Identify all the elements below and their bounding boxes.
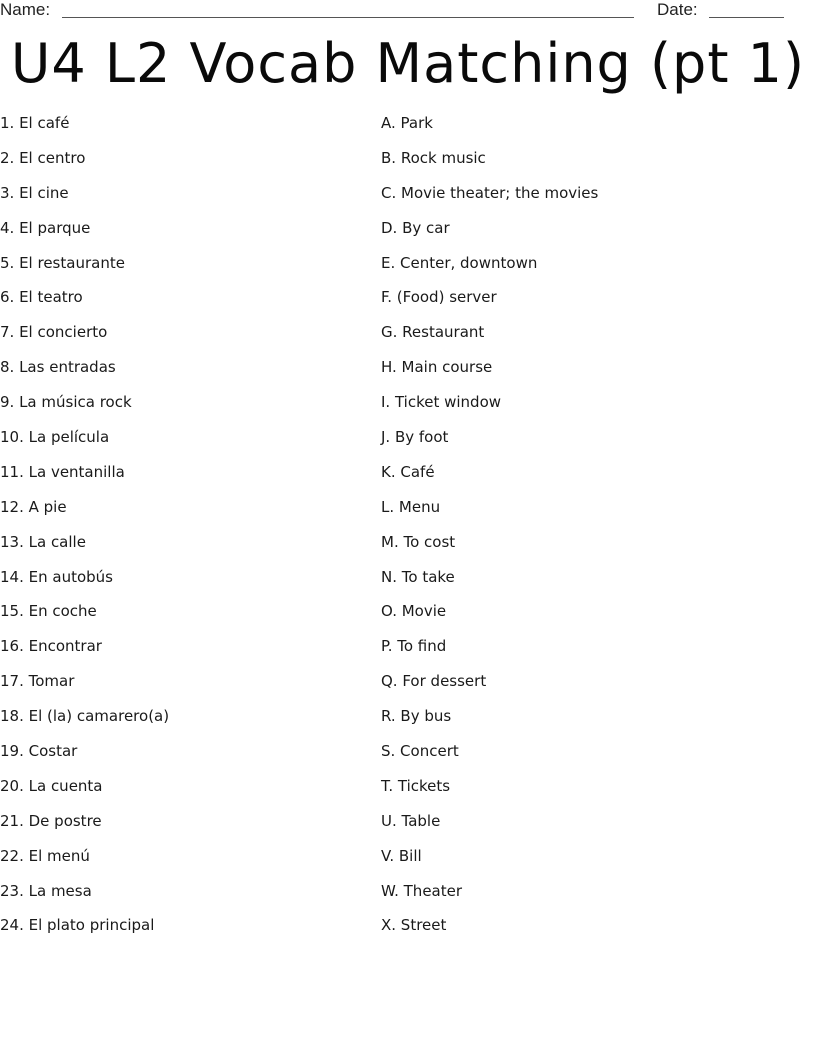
term-item: 2. El centro [0,148,86,167]
term-item: 12. A pie [0,497,67,516]
term-item: 23. La mesa [0,881,92,900]
definition-item: H. Main course [381,358,493,377]
term-item: 19. Costar [0,742,78,761]
term-item: 3. El cine [0,183,69,202]
definition-item: U. Table [381,811,441,830]
term-item: 16. Encontrar [0,637,102,656]
definition-item: G. Restaurant [381,323,485,342]
definition-item: I. Ticket window [381,393,502,412]
definition-item: P. To find [381,637,447,656]
definition-item: X. Street [381,916,447,935]
page-title: U4 L2 Vocab Matching (pt 1) [10,32,806,95]
definition-item: O. Movie [381,602,447,621]
definition-item: J. By foot [381,428,449,447]
date-blank-line[interactable] [709,17,784,18]
term-item: 17. Tomar [0,672,75,691]
term-item: 5. El restaurante [0,253,125,272]
definition-item: Q. For dessert [381,672,487,691]
term-item: 11. La ventanilla [0,462,125,481]
definition-item: K. Café [381,462,435,481]
term-item: 24. El plato principal [0,916,155,935]
term-item: 4. El parque [0,218,91,237]
term-item: 18. El (la) camarero(a) [0,707,170,726]
term-item: 9. La música rock [0,393,132,412]
definition-item: D. By car [381,218,450,237]
term-item: 22. El menú [0,846,90,865]
term-item: 1. El café [0,114,70,132]
definition-item: T. Tickets [381,776,451,795]
definition-item: W. Theater [381,881,463,900]
definition-item: A. Park [381,114,433,132]
term-item: 13. La calle [0,532,86,551]
definition-item: S. Concert [381,742,459,761]
definitions-list [381,109,801,946]
definition-item: C. Movie theater; the movies [381,183,599,202]
term-item: 8. Las entradas [0,358,116,377]
term-item: 21. De postre [0,811,102,830]
term-item: 10. La película [0,428,110,447]
definition-item: E. Center, downtown [381,253,538,272]
term-item: 14. En autobús [0,567,113,586]
definition-item: L. Menu [381,497,441,516]
definition-item: V. Bill [381,846,422,865]
definition-item: R. By bus [381,707,452,726]
name-label: Name: [0,0,51,19]
date-label: Date: [657,0,698,19]
worksheet-header [0,0,816,24]
definition-item: N. To take [381,567,455,586]
term-item: 15. En coche [0,602,97,621]
definition-item: B. Rock music [381,148,486,167]
term-item: 20. La cuenta [0,776,103,795]
term-item: 6. El teatro [0,288,83,307]
name-blank-line[interactable] [62,17,634,18]
term-item: 7. El concierto [0,323,108,342]
terms-list [0,109,370,946]
definition-item: F. (Food) server [381,288,497,307]
definition-item: M. To cost [381,532,456,551]
